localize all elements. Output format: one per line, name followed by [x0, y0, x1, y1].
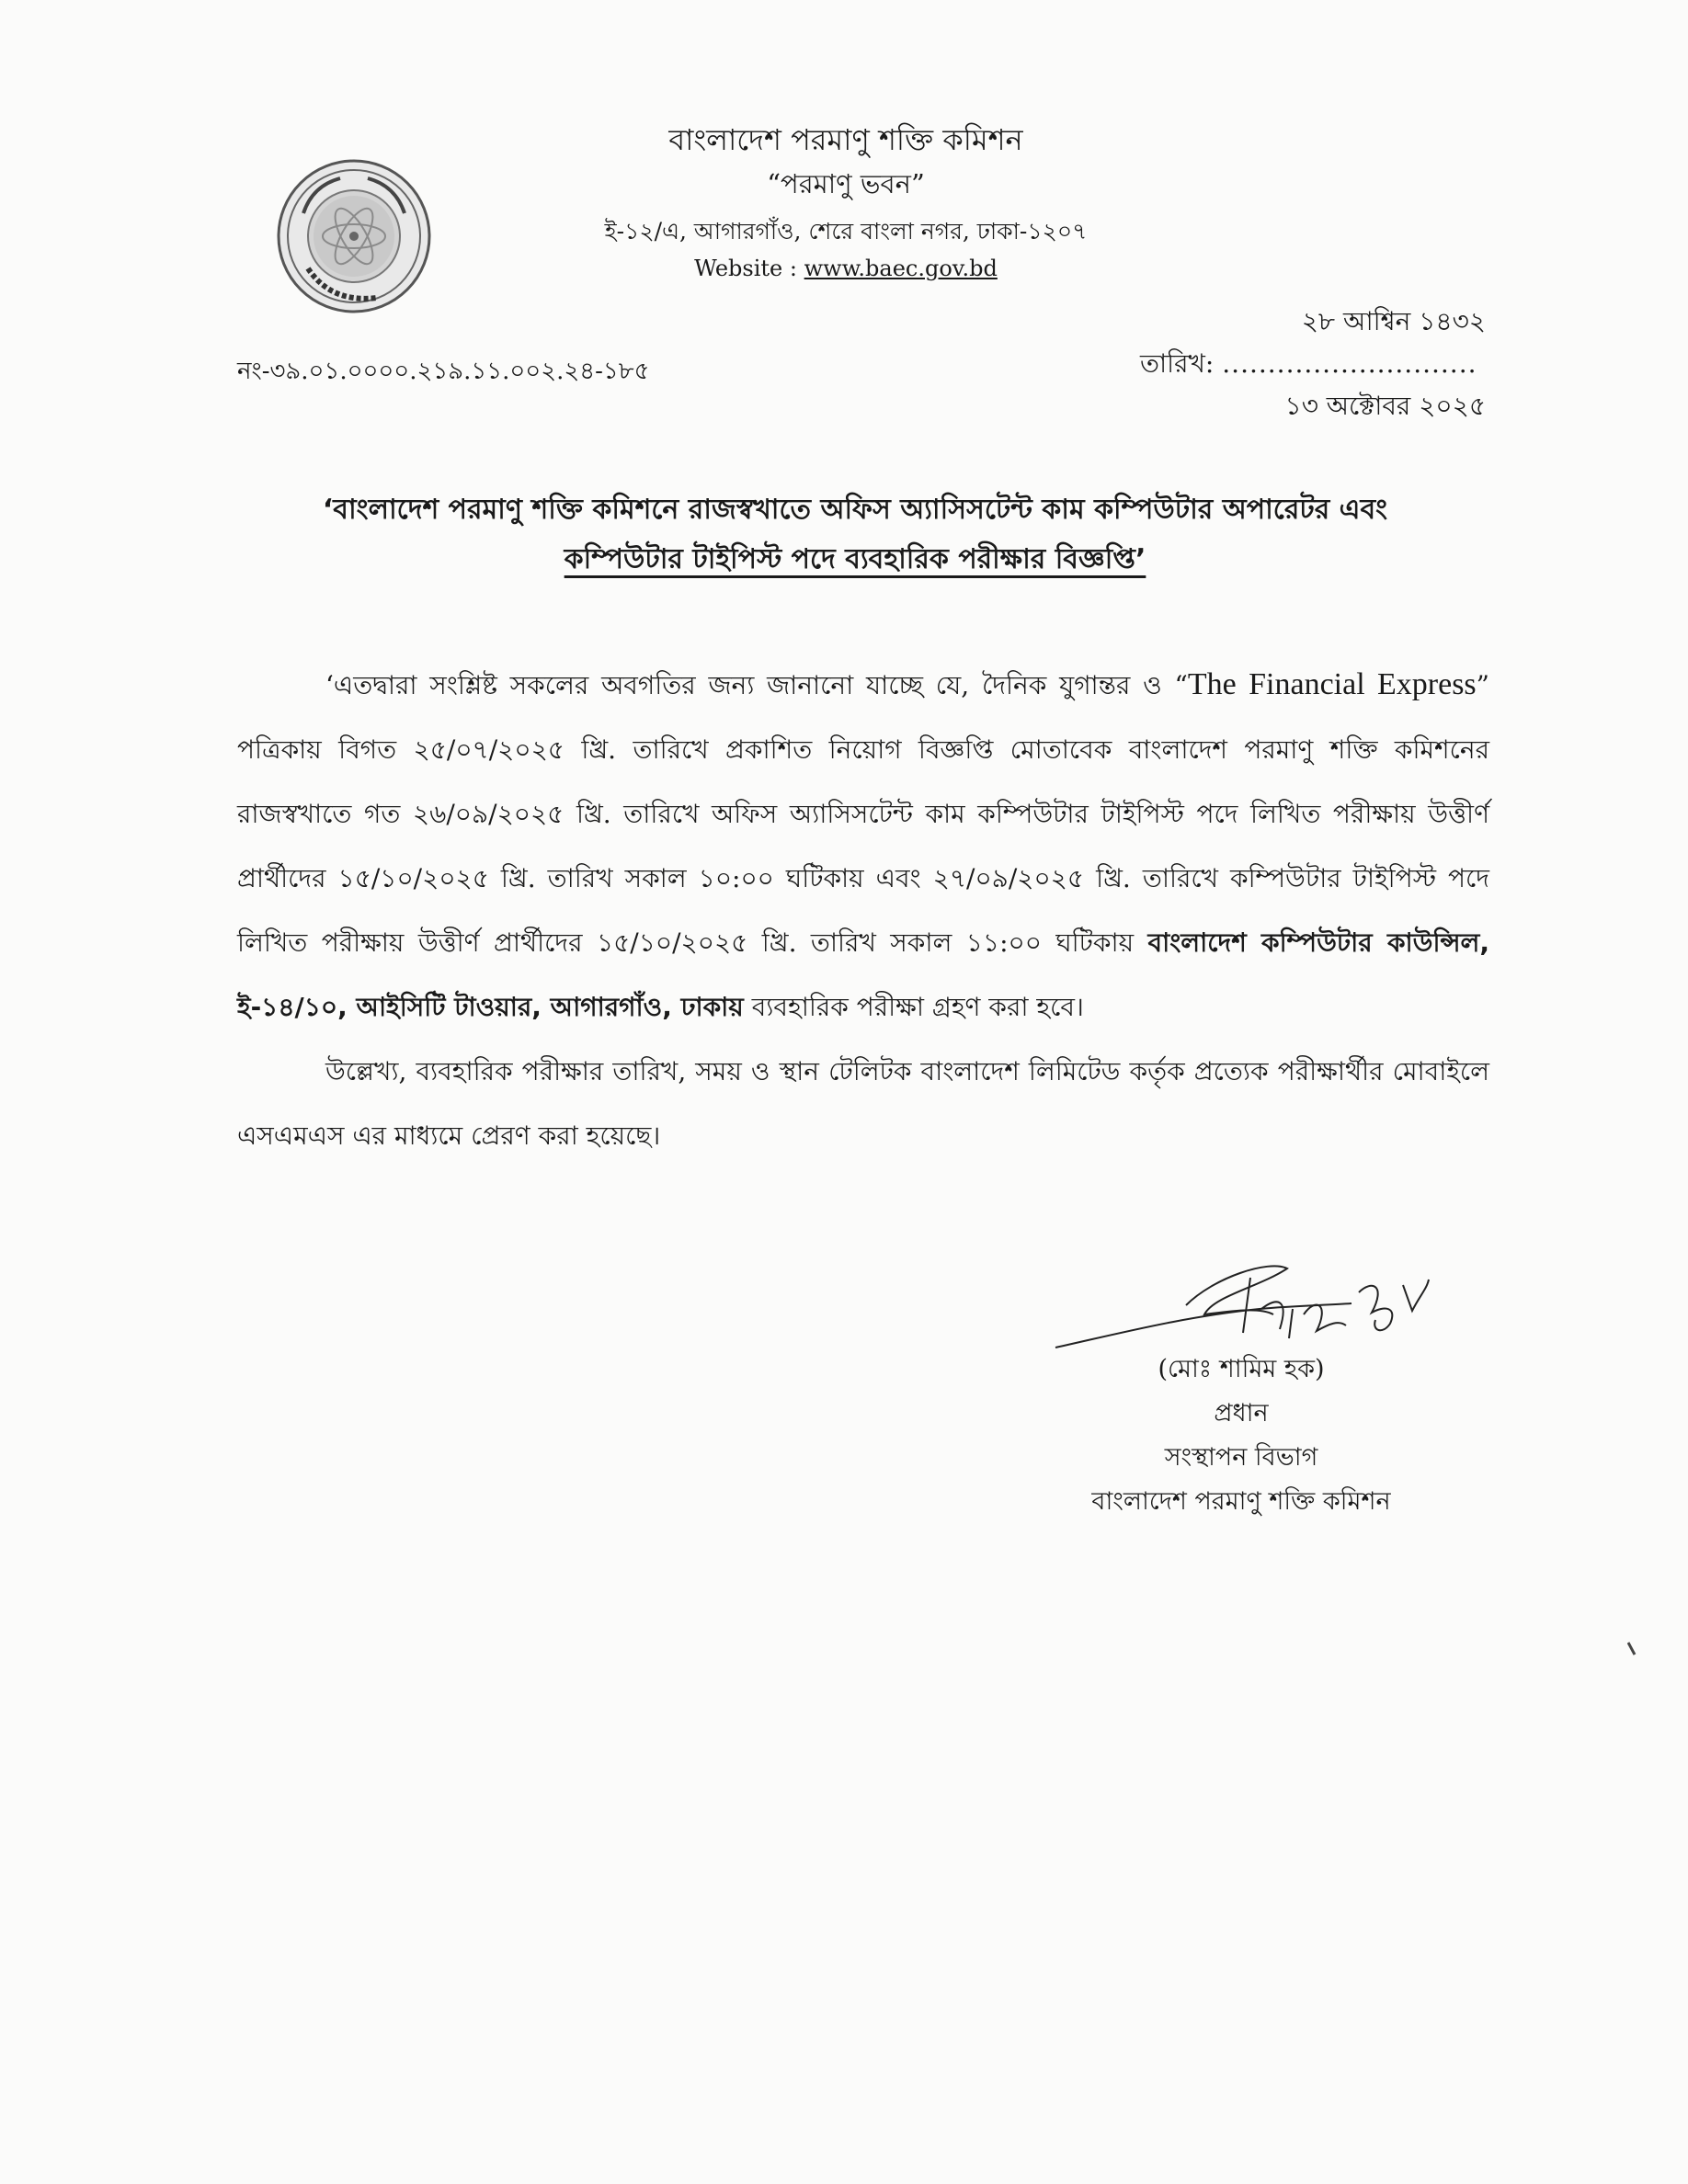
date-line — [1140, 346, 1499, 382]
body-paragraph-1 — [237, 653, 1489, 1040]
building-name: “পরমাণু ভবন” — [767, 168, 925, 199]
body-p1-part-b: ” পত্রিকায় বিগত ২৫/০৭/২০২৫ খ্রি. তারিখে প্রকাশিত নিয়োগ বিজ্ঞপ্তি মোতাবেক বাংলাদেশ পরমাণু শক্তি কমিশনের রাজস্বখাতে গত ২৬/০৯/২০২৫ খ্রি. তারিখে অফিস অ্যাসিসটেন্ট কাম কম্পিউটার টাইপিস্ট পদে লিখিত পরীক্ষায় উত্তীর্ণ প্রার্থীদের ১৫/১০/২০২৫ খ্রি. তারিখ সকাল ১০:০০ ঘটিকায় এবং ২৭/০৯/২০২৫ খ্রি. তারিখে কম্পিউটার টাইপিস্ট পদে লিখিত পরীক্ষায় উত্তীর্ণ প্রার্থীদের ১৫/১০/২০২৫ খ্রি. তারিখ সকাল ১১:০০ ঘটিকায় — [237, 670, 1489, 958]
subject-line-2: কম্পিউটার টাইপিস্ট পদে ব্যবহারিক পরীক্ষার বিজ্ঞপ্তি’ — [564, 543, 1146, 575]
signatory-block — [1039, 1348, 1443, 1524]
baec-seal-icon — [276, 158, 432, 314]
date-block — [1140, 303, 1499, 425]
body-p1-newspaper: The Financial Express — [1187, 667, 1477, 701]
website-label: Website : — [694, 256, 797, 281]
date-bangla: ২৮ আশ্বিন ১৪৩২ — [1301, 306, 1486, 336]
letterhead — [515, 119, 1177, 285]
signatory-organization: বাংলাদেশ পরমাণু শক্তি কমিশন — [1091, 1487, 1391, 1516]
date-label: তারিখ: — [1140, 348, 1215, 379]
subject-line-1: ‘বাংলাদেশ পরমাণু শক্তি কমিশনে রাজস্বখাতে অফিস অ্যাসিসটেন্ট কাম কম্পিউটার অপারেটর এবং — [322, 494, 1388, 526]
notice-subject — [221, 485, 1489, 585]
organization-name: বাংলাদেশ পরমাণু শক্তি কমিশন — [668, 122, 1023, 157]
signatory-department: সংস্থাপন বিভাগ — [1164, 1443, 1318, 1472]
date-dots: ............................ — [1222, 348, 1477, 379]
date-gregorian: ১৩ অক্টোবর ২০২৫ — [1284, 391, 1486, 421]
website-link[interactable]: www.baec.gov.bd — [804, 256, 998, 281]
signatory-designation: প্রধান — [1214, 1399, 1269, 1428]
organization-address: ই-১২/এ, আগারগাঁও, শেরে বাংলা নগর, ঢাকা-১২০৭ — [604, 218, 1088, 245]
body-paragraph-2: উল্লেখ্য, ব্যবহারিক পরীক্ষার তারিখ, সময় ও স্থান টেলিটক বাংলাদেশ লিমিটেড কর্তৃক প্রত্যেক পরীক্ষার্থীর মোবাইলে এসএমএস এর মাধ্যমে প্রেরণ করা হয়েছে। — [237, 1056, 1489, 1151]
body-p1-part-c: ব্যবহারিক পরীক্ষা গ্রহণ করা হবে। — [743, 992, 1084, 1022]
notice-body — [237, 653, 1489, 1168]
memo-number: নং-৩৯.০১.০০০০.২১৯.১১.০০২.২৪-১৮৫ — [237, 358, 650, 385]
scan-speck — [1627, 1642, 1637, 1656]
signatory-name: (মোঃ শামিম হক) — [1158, 1355, 1325, 1383]
website-line — [515, 252, 1177, 285]
body-p1-venue: বাংলাদেশ কম্পিউটার কাউন্সিল, ই-১৪/১০, আইসিটি টাওয়ার, আগারগাঁও, ঢাকায় — [237, 927, 1489, 1022]
body-p1-part-a: ‘এতদ্বারা সংশ্লিষ্ট সকলের অবগতির জন্য জানানো যাচ্ছে যে, দৈনিক যুগান্তর ও “ — [325, 670, 1188, 700]
